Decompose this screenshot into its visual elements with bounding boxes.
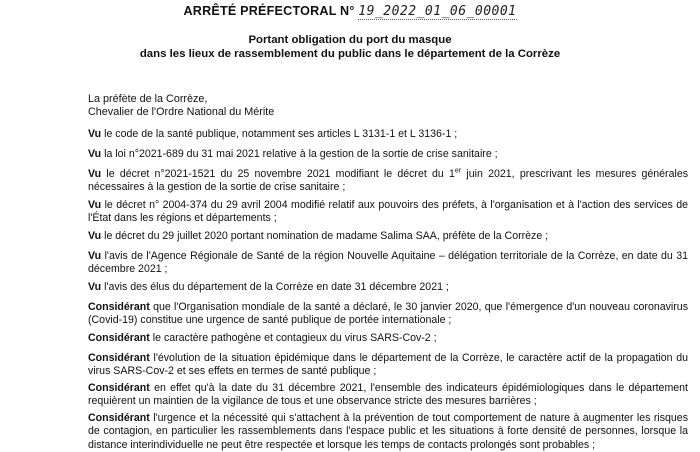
paragraph-vu-loi [88, 148, 688, 161]
decree-title: ARRÊTÉ PRÉFECTORAL N° [183, 4, 355, 18]
decree-header [0, 4, 700, 19]
paragraph-keyword: Considérant [88, 412, 150, 424]
authority-line1: La préfète de la Corrèze, [88, 93, 208, 105]
paragraph-considerant-oms [88, 301, 688, 328]
paragraph-vu-avis-ars [88, 250, 688, 277]
paragraph-text: le décret du 29 juillet 2020 portant nomination de madame Salima SAA, préfète de la Corrèze ; [101, 230, 549, 242]
paragraph-keyword: Considérant [88, 301, 150, 313]
paragraph-vu-code-sante [88, 128, 688, 141]
paragraph-vu-decret-2004 [88, 199, 688, 226]
paragraph-text: que l'Organisation mondiale de la santé a déclaré, le 30 janvier 2020, que l'émergence d'un nouveau coronavirus (Covid-19) constitue une urgence de santé publique de portée internationale ; [88, 301, 688, 327]
paragraph-vu-decret-2021 [88, 168, 688, 195]
paragraph-keyword: Vu [88, 168, 102, 180]
paragraph-keyword: Vu [88, 250, 102, 262]
paragraph-text: l'urgence et la nécessité qui s'attachent à la prévention de tout comportement de nature à augmenter les risques de contagion, en particulier les rassemblements dans l'espace public et les situations à forte densité de personnes, lorsque la distance interindividuelle ne peut être respectée et lorsque les temps de contacts prolongés sont probables ; [88, 412, 688, 451]
paragraph-considerant-evolution [88, 352, 688, 379]
decree-subtitle-line2: dans les lieux de rassemblement du public dans le département de la Corrèze [139, 48, 561, 60]
paragraph-text: le code de la santé publique, notamment ses articles L 3131-1 et L 3136-1 ; [101, 128, 458, 140]
paragraph-keyword: Considérant [88, 332, 150, 344]
paragraph-superscript: er [454, 167, 462, 175]
paragraph-keyword: Considérant [88, 352, 150, 364]
paragraph-considerant-pathogene [88, 332, 688, 345]
authority-line2: Chevalier de l'Ordre National du Mérite [88, 106, 275, 118]
paragraph-text: l'avis des élus du département de la Corrèze en date 31 décembre 2021 ; [101, 281, 449, 293]
paragraph-text: en effet qu'à la date du 31 décembre 2021, l'ensemble des indicateurs épidémiologiques dans le département requièrent un maintien de la vigilance de tous et une observance stricte des mesures barrières ; [88, 382, 688, 408]
paragraph-considerant-indicateurs [88, 382, 688, 409]
paragraph-vu-avis-elus [88, 281, 688, 294]
paragraph-text-after: juin 2021, prescrivant les mesures générales nécessaires à la gestion de la sortie de crise sanitaire ; [88, 168, 689, 194]
paragraph-text: le décret n°2021-1521 du 25 novembre 2021 modifiant le décret du 1 [101, 168, 455, 180]
paragraph-considerant-urgence [88, 412, 688, 452]
paragraph-keyword: Vu [88, 128, 102, 140]
paragraph-keyword: Vu [88, 148, 102, 160]
paragraph-text: l'évolution de la situation épidémique dans le département de la Corrèze, le caractère actif de la propagation du virus SARS-Cov-2 et ses effets en termes de santé publique ; [88, 352, 688, 378]
paragraph-text: l'avis de l'Agence Régionale de Santé de la région Nouvelle Aquitaine – délégation territoriale de la Corrèze, en date du 31 décembre 2021 ; [88, 250, 688, 276]
paragraph-keyword: Vu [88, 199, 102, 211]
paragraph-text: le caractère pathogène et contagieux du virus SARS-Cov-2 ; [149, 332, 437, 344]
paragraph-vu-decret-nomination [88, 230, 688, 243]
paragraph-keyword: Considérant [88, 382, 150, 394]
paragraph-keyword: Vu [88, 281, 102, 293]
paragraph-text: le décret n° 2004-374 du 29 avril 2004 modifié relatif aux pouvoirs des préfets, à l'organisation et à l'action des services de l'État dans les régions et départements ; [88, 199, 688, 225]
paragraph-text: la loi n°2021-689 du 31 mai 2021 relative à la gestion de la sortie de crise sanitaire ; [101, 148, 498, 160]
decree-subtitle-line1: Portant obligation du port du masque [248, 34, 452, 46]
paragraph-keyword: Vu [88, 230, 102, 242]
decree-number-handwritten: 19_2022_01_06_00001 [358, 4, 517, 19]
